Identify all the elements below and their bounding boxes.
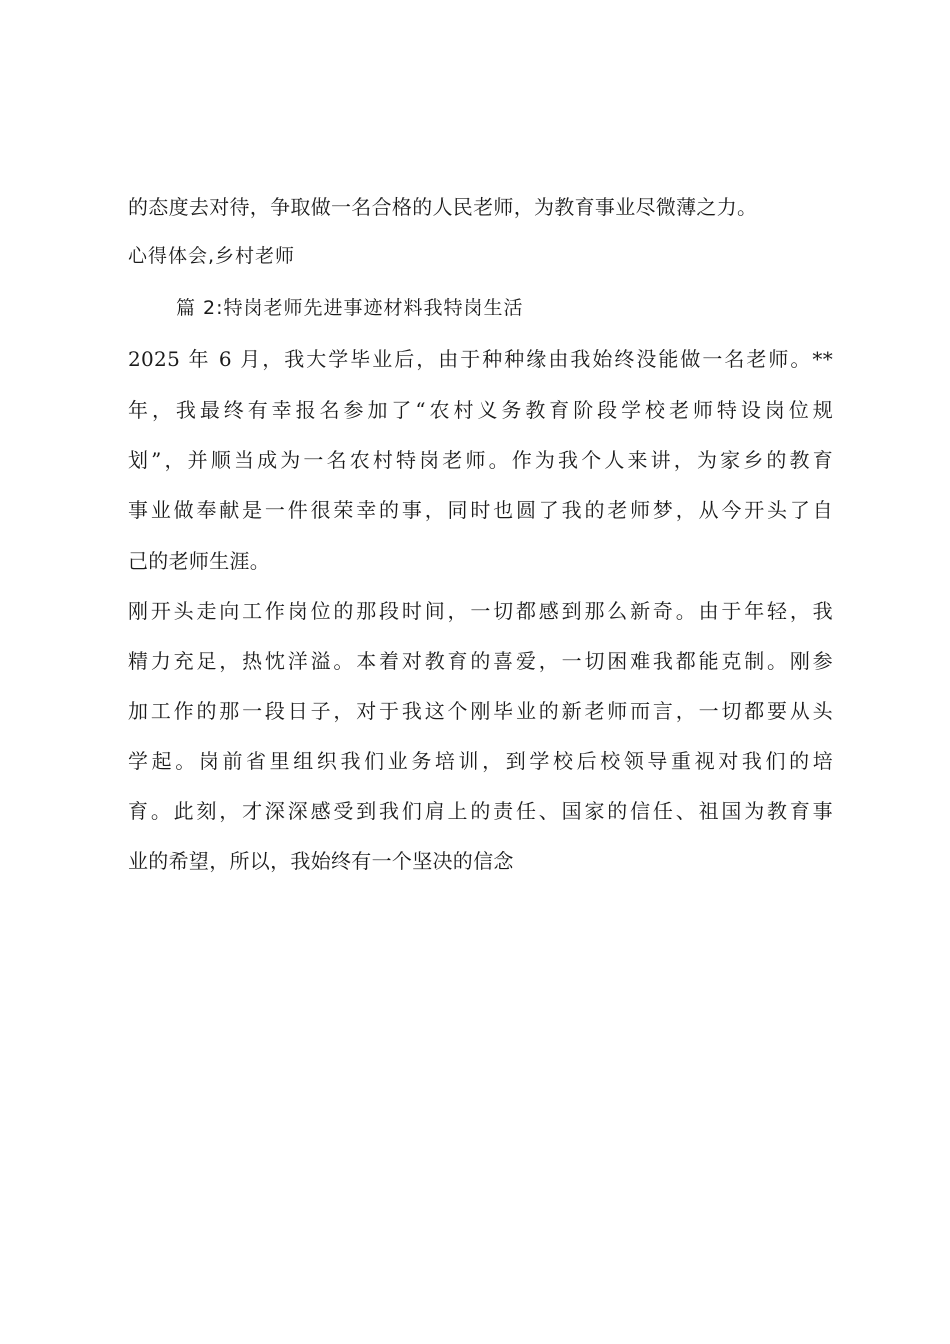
paragraph-2-line: 育。此刻，才深深感受到我们肩上的责任、国家的信任、祖国为教育事 xyxy=(128,799,833,823)
paragraph-1-line: 年，我最终有幸报名参加了“农村义务教育阶段学校老师特设岗位规 xyxy=(128,398,833,422)
paragraph-1-line: 划”，并顺当成为一名农村特岗老师。作为我个人来讲，为家乡的教育 xyxy=(128,448,833,472)
paragraph-end-line: 的态度去对待，争取做一名合格的人民老师，为教育事业尽微薄之力。 xyxy=(128,195,758,219)
paragraph-2-line: 学起。岗前省里组织我们业务培训，到学校后校领导重视对我们的培 xyxy=(128,749,833,773)
paragraph-2-line: 刚开头走向工作岗位的那段时间，一切都感到那么新奇。由于年轻，我 xyxy=(128,599,833,623)
section-heading: 篇 2:特岗老师先进事迹材料我特岗生活 xyxy=(176,297,524,319)
paragraph-1-line: 己的老师生涯。 xyxy=(128,549,271,573)
paragraph-2-line: 加工作的那一段日子，对于我这个刚毕业的新老师而言，一切都要从头 xyxy=(128,699,833,723)
paragraph-1-line: 事业做奉献是一件很荣幸的事，同时也圆了我的老师梦，从今开头了自 xyxy=(128,498,833,522)
keywords-line: 心得体会,乡村老师 xyxy=(128,245,296,267)
paragraph-1-line: 2025 年 6 月，我大学毕业后，由于种种缘由我始终没能做一名老师。** xyxy=(128,347,833,371)
paragraph-2-line: 业的希望，所以，我始终有一个坚决的信念 xyxy=(128,849,514,873)
paragraph-2-line: 精力充足，热忱洋溢。本着对教育的喜爱，一切困难我都能克制。刚参 xyxy=(128,649,833,673)
